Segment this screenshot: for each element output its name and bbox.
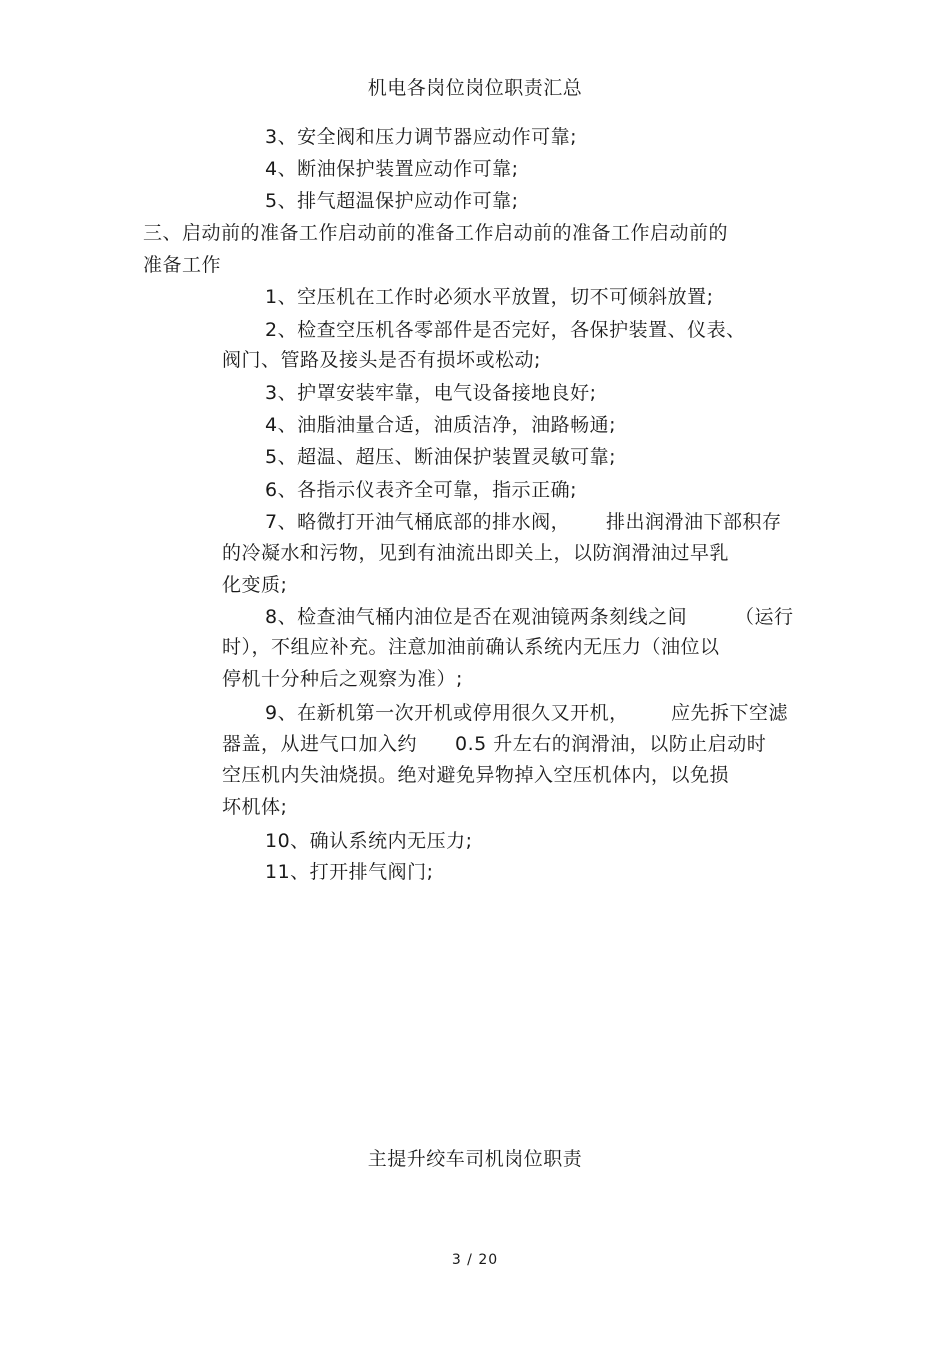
text-line: 空压机内失油烧损。绝对避免异物掉入空压机体内，以免损 [222, 764, 730, 786]
text-line: 坏机体; [222, 796, 288, 818]
text-line: 阀门、管路及接头是否有损坏或松动; [222, 349, 541, 371]
text-line: 3、护罩安装牢靠，电气设备接地良好; [265, 382, 597, 404]
text-line: 时），不组应补充。注意加油前确认系统内无压力（油位以 [222, 636, 720, 658]
text-line: 11、打开排气阀门; [265, 861, 434, 883]
text-line: 0.5 升左右的润滑油，以防止启动时 [455, 733, 767, 755]
text-line: 7、略微打开油气桶底部的排水阀， [265, 511, 571, 533]
text-line: 器盖，从进气口加入约 [222, 733, 418, 755]
text-line: 排出润滑油下部积存 [606, 511, 782, 533]
text-line: 应先拆下空滤 [671, 702, 789, 724]
text-line: 5、超温、超压、断油保护装置灵敏可靠; [265, 446, 616, 468]
text-line: 停机十分种后之观察为准）; [222, 668, 463, 690]
text-line: 4、油脂油量合适，油质洁净，油路畅通; [265, 414, 616, 436]
text-line: 化变质; [222, 574, 288, 596]
page-header-title: 机电各岗位岗位职责汇总 [367, 77, 583, 99]
text-line: 1、空压机在工作时必须水平放置，切不可倾斜放置; [265, 286, 714, 308]
text-line: 2、检查空压机各零部件是否完好，各保护装置、仪表、 [265, 319, 746, 341]
text-line: 4、断油保护装置应动作可靠; [265, 158, 519, 180]
text-line: 9、在新机第一次开机或停用很久又开机， [265, 702, 629, 724]
text-line: （运行 [735, 606, 794, 628]
page-number: 3 / 20 [451, 1252, 499, 1268]
text-line: 8、检查油气桶内油位是否在观油镜两条刻线之间 [265, 606, 688, 628]
section-heading-line: 准备工作 [143, 254, 222, 276]
text-line: 5、排气超温保护应动作可靠; [265, 190, 519, 212]
section-heading-line: 三、启动前的准备工作启动前的准备工作启动前的准备工作启动前的 [143, 222, 729, 244]
text-line: 3、安全阀和压力调节器应动作可靠; [265, 126, 577, 148]
text-line: 10、确认系统内无压力; [265, 830, 473, 852]
next-section-title: 主提升绞车司机岗位职责 [367, 1148, 583, 1170]
text-line: 6、各指示仪表齐全可靠，指示正确; [265, 479, 577, 501]
text-line: 的冷凝水和污物，见到有油流出即关上，以防润滑油过早乳 [222, 542, 730, 564]
